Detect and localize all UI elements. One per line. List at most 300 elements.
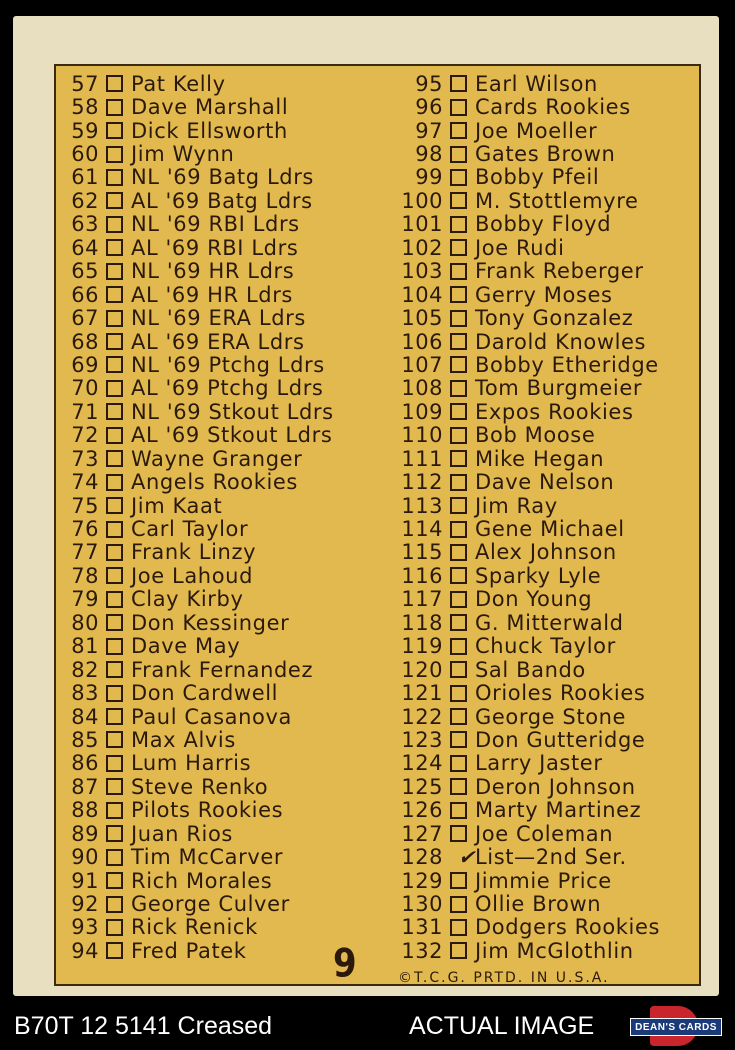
checkbox[interactable] — [450, 708, 467, 725]
player-name: Bob Moose — [475, 423, 596, 448]
card-number: 84 — [71, 704, 99, 729]
checklist-row — [393, 588, 703, 611]
card-number: 103 — [401, 259, 443, 284]
player-name: Sparky Lyle — [475, 563, 602, 588]
checkbox[interactable] — [450, 403, 467, 420]
card-number: 115 — [401, 540, 443, 565]
checklist-row — [63, 166, 393, 189]
card-number: 106 — [401, 329, 443, 354]
card-number: 98 — [415, 142, 443, 167]
checklist-row — [393, 775, 703, 798]
player-name: George Culver — [131, 892, 290, 917]
card-number: 110 — [401, 423, 443, 448]
checklist-row — [63, 236, 393, 259]
card-number: 79 — [71, 587, 99, 612]
checkbox[interactable] — [106, 474, 123, 491]
checklist-row — [63, 681, 393, 704]
card-number: 88 — [71, 798, 99, 823]
checkbox[interactable] — [450, 521, 467, 538]
player-name: Larry Jaster — [475, 751, 603, 776]
player-name: Joe Lahoud — [131, 563, 254, 588]
player-name: Cards Rookies — [475, 95, 631, 120]
player-name: Gerry Moses — [475, 282, 613, 307]
checklist-row — [393, 658, 703, 681]
checkbox[interactable] — [106, 825, 123, 842]
checklist-row — [393, 869, 703, 892]
checkbox[interactable] — [450, 638, 467, 655]
player-name: Dave May — [131, 634, 241, 659]
player-name: NL '69 Batg Ldrs — [131, 165, 314, 190]
copyright-text: ©T.C.G. PRTD. IN U.S.A. — [398, 970, 610, 986]
checkbox[interactable] — [106, 544, 123, 561]
checkbox[interactable] — [106, 919, 123, 936]
checklist-row — [63, 494, 393, 517]
checklist-row — [63, 775, 393, 798]
checkbox[interactable] — [106, 614, 123, 631]
card-number: 93 — [71, 915, 99, 940]
card-number: 92 — [71, 892, 99, 917]
checklist-row — [393, 213, 703, 236]
checkbox[interactable] — [450, 263, 467, 280]
card-number: 94 — [71, 938, 99, 963]
checkbox[interactable] — [450, 427, 467, 444]
card-number: 64 — [71, 235, 99, 260]
player-name: Jim Kaat — [131, 493, 223, 518]
baseball-card — [13, 16, 719, 996]
checklist-row — [63, 916, 393, 939]
card-number: 122 — [401, 704, 443, 729]
checklist-row — [393, 517, 703, 540]
player-name: AL '69 Ptchg Ldrs — [131, 376, 324, 401]
checkbox[interactable] — [450, 192, 467, 209]
checkbox[interactable] — [106, 380, 123, 397]
checkmark-icon[interactable] — [450, 849, 467, 866]
checklist-row — [393, 681, 703, 704]
card-number: 123 — [401, 727, 443, 752]
checklist-left-column — [63, 72, 393, 963]
player-name: Fred Patek — [131, 938, 247, 963]
checklist-row — [63, 330, 393, 353]
checkbox[interactable] — [450, 356, 467, 373]
checklist-row — [393, 189, 703, 212]
checklist-row — [393, 330, 703, 353]
card-number: 121 — [401, 681, 443, 706]
player-name: Jim Wynn — [131, 142, 235, 167]
card-number: 125 — [401, 774, 443, 799]
checklist-row — [393, 799, 703, 822]
card-number: 130 — [401, 892, 443, 917]
checkbox[interactable] — [450, 614, 467, 631]
card-number: 58 — [71, 95, 99, 120]
player-name: Mike Hegan — [475, 446, 605, 471]
card-number: 100 — [401, 188, 443, 213]
player-name: Jimmie Price — [475, 868, 612, 893]
player-name: Paul Casanova — [131, 704, 293, 729]
player-name: List—2nd Ser. — [475, 845, 627, 870]
checkbox[interactable] — [106, 263, 123, 280]
player-name: Juan Rios — [131, 821, 233, 846]
card-number: 65 — [71, 259, 99, 284]
player-name: Expos Rookies — [475, 399, 634, 424]
checklist-row — [393, 72, 703, 95]
card-number: 60 — [71, 142, 99, 167]
checklist-row — [63, 377, 393, 400]
card-number: 105 — [401, 306, 443, 331]
checkbox[interactable] — [450, 122, 467, 139]
card-number: 114 — [401, 517, 443, 542]
card-number: 78 — [71, 563, 99, 588]
card-number: 74 — [71, 470, 99, 495]
player-name: Frank Fernandez — [131, 657, 314, 682]
checkbox[interactable] — [106, 146, 123, 163]
player-name: Jim Ray — [475, 493, 558, 518]
card-number: 102 — [401, 235, 443, 260]
player-name: George Stone — [475, 704, 627, 729]
checkbox[interactable] — [450, 591, 467, 608]
player-name: Gates Brown — [475, 142, 616, 167]
checkbox[interactable] — [106, 849, 123, 866]
player-name: AL '69 RBI Ldrs — [131, 235, 299, 260]
checklist-row — [63, 892, 393, 915]
player-name: Carl Taylor — [131, 517, 249, 542]
checklist-row — [393, 541, 703, 564]
checklist-row — [393, 353, 703, 376]
player-name: Wayne Granger — [131, 446, 303, 471]
player-name: Pilots Rookies — [131, 798, 284, 823]
checklist-row — [393, 447, 703, 470]
checklist-row — [393, 494, 703, 517]
card-number: 129 — [401, 868, 443, 893]
checklist-row — [63, 447, 393, 470]
page-number: 9 — [333, 941, 357, 987]
checkbox[interactable] — [106, 239, 123, 256]
checklist-row — [393, 95, 703, 118]
checkbox[interactable] — [106, 216, 123, 233]
player-name: Dave Marshall — [131, 95, 289, 120]
card-number: 109 — [401, 399, 443, 424]
checklist-row — [393, 892, 703, 915]
card-number: 75 — [71, 493, 99, 518]
checklist-row — [63, 424, 393, 447]
checkbox[interactable] — [106, 778, 123, 795]
checkbox[interactable] — [106, 638, 123, 655]
card-number: 86 — [71, 751, 99, 776]
checklist-row — [63, 119, 393, 142]
card-number: 69 — [71, 352, 99, 377]
card-number: 90 — [71, 845, 99, 870]
card-number: 95 — [415, 71, 443, 96]
card-number: 112 — [401, 470, 443, 495]
player-name: NL '69 Ptchg Ldrs — [131, 352, 325, 377]
checkbox[interactable] — [106, 75, 123, 92]
checkbox[interactable] — [106, 685, 123, 702]
deans-cards-logo — [630, 1006, 720, 1046]
checkbox[interactable] — [106, 896, 123, 913]
player-name: Rich Morales — [131, 868, 273, 893]
checklist-row — [63, 353, 393, 376]
listing-id-label: B70T 12 5141 Creased — [14, 1012, 273, 1040]
checklist-row — [63, 72, 393, 95]
checkbox[interactable] — [450, 310, 467, 327]
card-number: 59 — [71, 118, 99, 143]
player-name: Tom Burgmeier — [475, 376, 643, 401]
checklist-row — [393, 728, 703, 751]
checklist-row — [63, 799, 393, 822]
checkbox[interactable] — [106, 427, 123, 444]
player-name: Bobby Pfeil — [475, 165, 600, 190]
checkbox[interactable] — [450, 286, 467, 303]
card-number: 66 — [71, 282, 99, 307]
player-name: Earl Wilson — [475, 71, 598, 96]
logo-banner: DEAN'S CARDS — [630, 1018, 722, 1036]
card-number: 62 — [71, 188, 99, 213]
player-name: Tony Gonzalez — [475, 306, 634, 331]
player-name: Pat Kelly — [131, 71, 226, 96]
checkbox[interactable] — [450, 169, 467, 186]
checkbox[interactable] — [106, 521, 123, 538]
checklist-row — [63, 95, 393, 118]
checklist-row — [393, 939, 703, 962]
card-number: 70 — [71, 376, 99, 401]
player-name: NL '69 Stkout Ldrs — [131, 399, 334, 424]
actual-image-label: ACTUAL IMAGE — [409, 1012, 595, 1040]
checkbox[interactable] — [450, 380, 467, 397]
card-number: 119 — [401, 634, 443, 659]
checkbox[interactable] — [450, 919, 467, 936]
player-name: Orioles Rookies — [475, 681, 646, 706]
player-name: Dave Nelson — [475, 470, 615, 495]
card-number: 118 — [401, 610, 443, 635]
card-number: 83 — [71, 681, 99, 706]
checkbox[interactable] — [450, 474, 467, 491]
checkbox[interactable] — [450, 75, 467, 92]
checklist-row — [63, 541, 393, 564]
checklist-row — [63, 470, 393, 493]
card-number: 108 — [401, 376, 443, 401]
card-number: 72 — [71, 423, 99, 448]
checkbox[interactable] — [450, 567, 467, 584]
checkbox[interactable] — [106, 802, 123, 819]
card-number: 73 — [71, 446, 99, 471]
card-number: 87 — [71, 774, 99, 799]
player-name: AL '69 HR Ldrs — [131, 282, 293, 307]
checkbox[interactable] — [450, 333, 467, 350]
player-name: Darold Knowles — [475, 329, 647, 354]
player-name: Max Alvis — [131, 727, 236, 752]
card-number: 68 — [71, 329, 99, 354]
card-number: 126 — [401, 798, 443, 823]
card-number: 120 — [401, 657, 443, 682]
player-name: Ollie Brown — [475, 892, 602, 917]
player-name: Sal Bando — [475, 657, 586, 682]
checklist-row — [393, 166, 703, 189]
player-name: NL '69 RBI Ldrs — [131, 212, 300, 237]
checkbox[interactable] — [450, 216, 467, 233]
player-name: Steve Renko — [131, 774, 269, 799]
player-name: Deron Johnson — [475, 774, 636, 799]
checklist-row — [393, 916, 703, 939]
checklist-row — [63, 588, 393, 611]
checkbox[interactable] — [450, 872, 467, 889]
player-name: Jim McGlothlin — [475, 938, 634, 963]
checkbox[interactable] — [106, 99, 123, 116]
checkbox[interactable] — [450, 755, 467, 772]
card-number: 127 — [401, 821, 443, 846]
checkbox[interactable] — [450, 497, 467, 514]
checkbox[interactable] — [106, 403, 123, 420]
card-number: 81 — [71, 634, 99, 659]
player-name: NL '69 ERA Ldrs — [131, 306, 306, 331]
checklist-row — [63, 400, 393, 423]
checklist-row — [393, 845, 703, 868]
card-number: 71 — [71, 399, 99, 424]
card-number: 111 — [401, 446, 443, 471]
checklist-row — [63, 635, 393, 658]
checklist-row — [63, 213, 393, 236]
checklist-row — [63, 564, 393, 587]
checklist-row — [63, 611, 393, 634]
checklist-row — [63, 845, 393, 868]
card-number: 117 — [401, 587, 443, 612]
checklist-row — [63, 752, 393, 775]
checkbox[interactable] — [450, 802, 467, 819]
checkbox[interactable] — [106, 567, 123, 584]
player-name: Tim McCarver — [131, 845, 284, 870]
checklist-row — [63, 517, 393, 540]
player-name: Don Young — [475, 587, 593, 612]
player-name: Joe Coleman — [475, 821, 614, 846]
checklist-row — [393, 705, 703, 728]
checkbox[interactable] — [106, 591, 123, 608]
checklist-row — [63, 283, 393, 306]
checkbox[interactable] — [106, 356, 123, 373]
card-number: 77 — [71, 540, 99, 565]
card-number: 89 — [71, 821, 99, 846]
checklist-row — [393, 470, 703, 493]
checklist-row — [63, 658, 393, 681]
checkbox[interactable] — [450, 239, 467, 256]
player-name: Frank Linzy — [131, 540, 257, 565]
checklist-row — [393, 752, 703, 775]
checklist-row — [393, 142, 703, 165]
checklist-row — [393, 400, 703, 423]
checklist-row — [393, 611, 703, 634]
card-number: 101 — [401, 212, 443, 237]
checkbox[interactable] — [450, 661, 467, 678]
card-number: 63 — [71, 212, 99, 237]
checkbox[interactable] — [450, 942, 467, 959]
checklist-row — [393, 283, 703, 306]
card-number: 85 — [71, 727, 99, 752]
player-name: Bobby Floyd — [475, 212, 612, 237]
checkbox[interactable] — [106, 731, 123, 748]
player-name: AL '69 Stkout Ldrs — [131, 423, 333, 448]
card-number: 80 — [71, 610, 99, 635]
player-name: Joe Moeller — [475, 118, 598, 143]
player-name: Rick Renick — [131, 915, 258, 940]
player-name: Clay Kirby — [131, 587, 244, 612]
checkbox[interactable] — [106, 192, 123, 209]
player-name: Don Kessinger — [131, 610, 290, 635]
checklist-row — [63, 869, 393, 892]
checkbox[interactable] — [450, 685, 467, 702]
player-name: NL '69 HR Ldrs — [131, 259, 295, 284]
checklist-row — [63, 705, 393, 728]
checklist-row — [393, 822, 703, 845]
card-number: 131 — [401, 915, 443, 940]
player-name: Lum Harris — [131, 751, 252, 776]
player-name: AL '69 ERA Ldrs — [131, 329, 305, 354]
card-number: 61 — [71, 165, 99, 190]
checkbox[interactable] — [106, 450, 123, 467]
checkbox[interactable] — [106, 333, 123, 350]
card-number: 128 — [401, 845, 443, 870]
card-number: 113 — [401, 493, 443, 518]
player-name: Alex Johnson — [475, 540, 617, 565]
card-number: 82 — [71, 657, 99, 682]
checklist-row — [393, 377, 703, 400]
checkbox[interactable] — [450, 146, 467, 163]
checkbox[interactable] — [106, 310, 123, 327]
checklist-row — [63, 822, 393, 845]
checklist-row — [393, 119, 703, 142]
checklist-row — [63, 189, 393, 212]
checkbox[interactable] — [450, 896, 467, 913]
checklist-row — [393, 306, 703, 329]
player-name: Don Gutteridge — [475, 727, 646, 752]
player-name: Marty Martinez — [475, 798, 642, 823]
card-number: 99 — [415, 165, 443, 190]
checkbox[interactable] — [106, 497, 123, 514]
checkbox[interactable] — [450, 825, 467, 842]
checkbox[interactable] — [106, 169, 123, 186]
player-name: Dick Ellsworth — [131, 118, 288, 143]
card-number: 132 — [401, 938, 443, 963]
checkbox[interactable] — [450, 778, 467, 795]
checklist-row — [393, 260, 703, 283]
checkbox[interactable] — [450, 731, 467, 748]
player-name: Gene Michael — [475, 517, 625, 542]
checkbox[interactable] — [450, 544, 467, 561]
checklist-row — [63, 142, 393, 165]
checkbox[interactable] — [106, 872, 123, 889]
checkbox[interactable] — [106, 286, 123, 303]
player-name: Chuck Taylor — [475, 634, 616, 659]
player-name: G. Mitterwald — [475, 610, 624, 635]
card-number: 107 — [401, 352, 443, 377]
checkbox[interactable] — [106, 661, 123, 678]
player-name: M. Stottlemyre — [475, 188, 639, 213]
checkbox[interactable] — [106, 942, 123, 959]
player-name: Bobby Etheridge — [475, 352, 659, 377]
card-number: 91 — [71, 868, 99, 893]
card-number: 67 — [71, 306, 99, 331]
card-number: 76 — [71, 517, 99, 542]
checklist-row — [393, 635, 703, 658]
checkbox[interactable] — [450, 99, 467, 116]
checkbox[interactable] — [106, 755, 123, 772]
player-name: Don Cardwell — [131, 681, 279, 706]
checkbox[interactable] — [450, 450, 467, 467]
checkbox[interactable] — [106, 708, 123, 725]
checklist-row — [63, 728, 393, 751]
card-number: 97 — [415, 118, 443, 143]
checkbox[interactable] — [106, 122, 123, 139]
player-name: Angels Rookies — [131, 470, 298, 495]
player-name: AL '69 Batg Ldrs — [131, 188, 313, 213]
card-number: 96 — [415, 95, 443, 120]
checklist-row — [393, 564, 703, 587]
